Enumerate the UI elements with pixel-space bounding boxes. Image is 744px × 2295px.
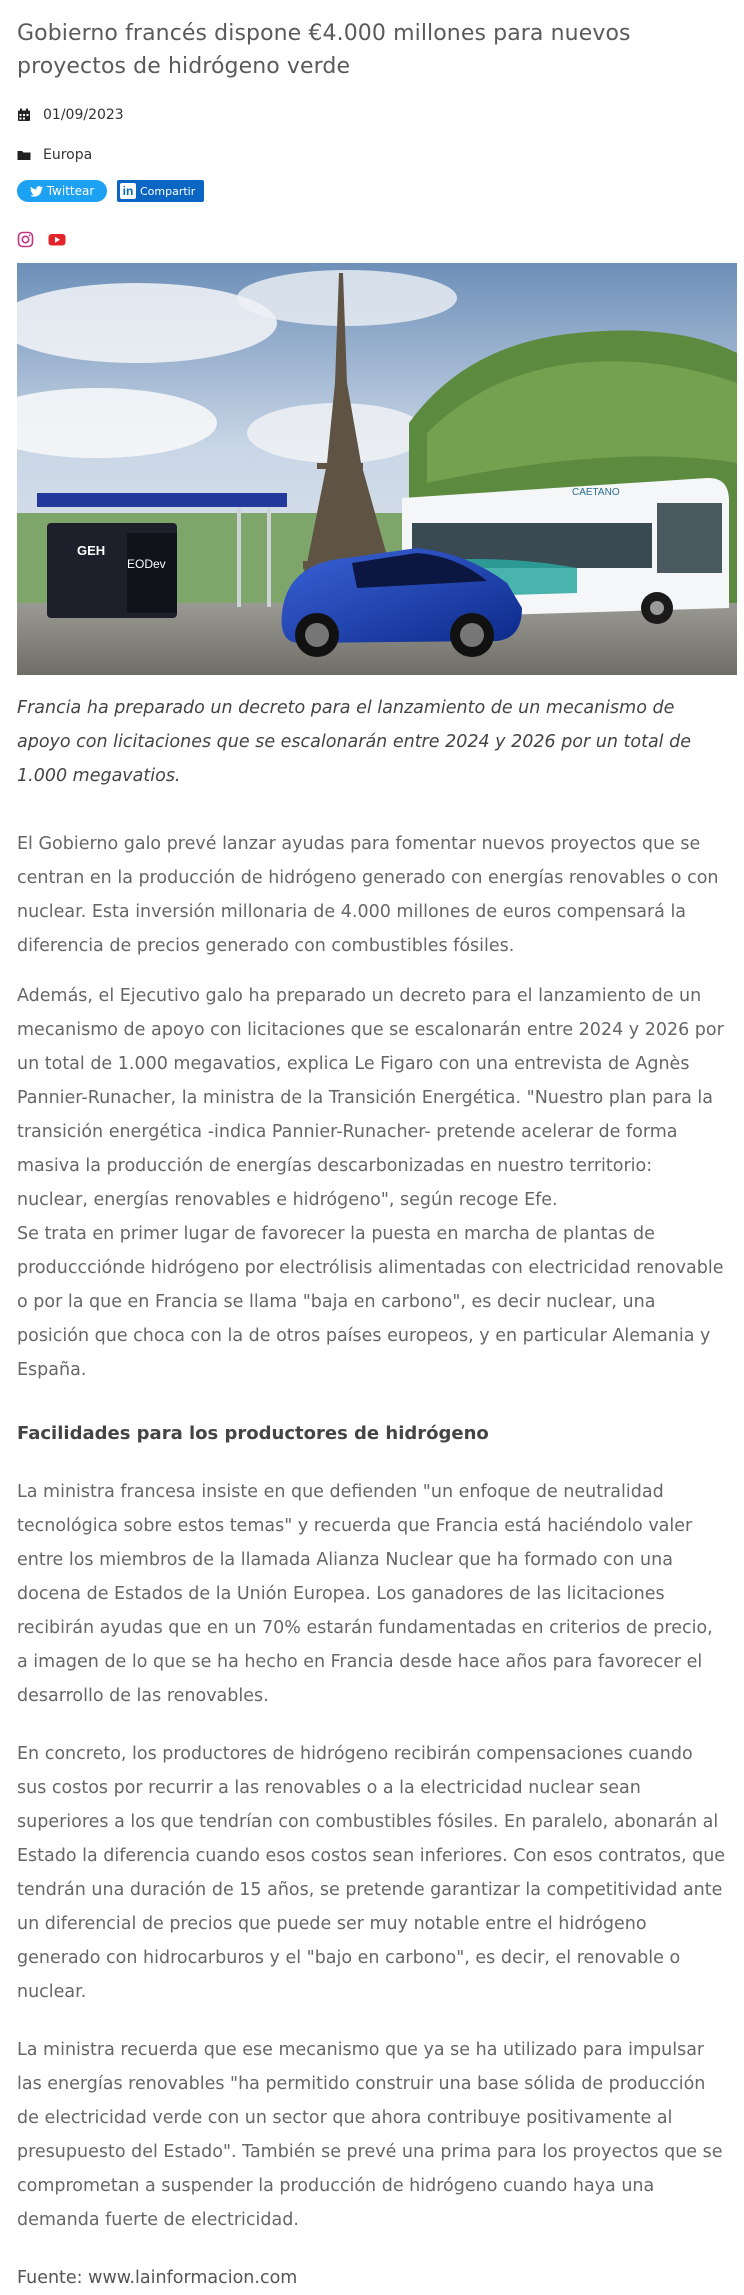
twitter-icon	[30, 186, 43, 197]
linkedin-label: Compartir	[140, 184, 196, 198]
linkedin-share-button[interactable]	[117, 180, 204, 202]
linkedin-icon: in	[120, 183, 136, 199]
article-hero-image	[17, 263, 737, 675]
date-text: 01/09/2023	[43, 107, 124, 123]
article-date	[17, 105, 727, 125]
share-buttons	[17, 179, 727, 203]
station-logo: GEH	[77, 543, 106, 558]
folder-icon	[17, 148, 31, 162]
source-credit: Fuente: www.lainformacion.com	[17, 2268, 298, 2288]
twitter-label: Twittear	[46, 184, 95, 198]
twitter-share-button[interactable]	[17, 180, 107, 202]
body-paragraph-3: Se trata en primer lugar de favorecer la puesta en marcha de plantas de produccciónde hidrógeno por electrólisis alimentadas con electricidad renovable o por la que en Francia se llama "baja en carbono", es decir nuclear, una posición que choca con la de otros países europeos, y en particular Alemania y España.	[17, 1224, 724, 1380]
body-paragraph-1: El Gobierno galo prevé lanzar ayudas para fomentar nuevos proyectos que se centran en la producción de hidrógeno generado con energías renovables o con nuclear. Esta inversión millonaria de 4.000 millones de euros compensará la diferencia de precios generado con combustibles fósiles.	[17, 834, 719, 956]
article-category	[17, 145, 727, 165]
body-paragraph-5: En concreto, los productores de hidrógeno recibirán compensaciones cuando sus costos por recurrir a las renovables o a la electricidad nuclear sean superiores a los que tendrían con combustibles fósiles. En paralelo, abonarán al Estado la diferencia cuando esos costos sean inferiores. Con esos contratos, que tendrán una duración de 15 años, se pretende garantizar la competitividad ante un diferencial de precios que puede ser muy notable entre el hidrógeno generado con hidrocarburos y el "bajo en carbono", es decir, el renovable o nuclear.	[17, 1744, 726, 2002]
body-paragraph-6: La ministra recuerda que ese mecanismo que ya se ha utilizado para impulsar las energías renovables "ha permitido construir una base sólida de producción de electricidad verde con un sector que ahora contribuye positivamente al presupuesto del Estado". También se prevé una prima para los proyectos que se comprometan a suspender la producción de hidrógeno cuando haya una demanda fuerte de electricidad.	[17, 2040, 723, 2230]
article-title: Gobierno francés dispone €4.000 millones para nuevos proyectos de hidrógeno verde	[17, 21, 631, 79]
social-links	[17, 229, 727, 249]
calendar-icon	[17, 108, 31, 122]
body-paragraph-2: Además, el Ejecutivo galo ha preparado un decreto para el lanzamiento de un mecanismo de apoyo con licitaciones que se escalonarán entre 2024 y 2026 por un total de 1.000 megavatios, explica Le Figaro con una entrevista de Agnès Pannier-Runacher, la ministra de la Transición Energética. "Nuestro plan para la transición energética -indica Pannier-Runacher- pretende acelerar de forma masiva la producción de energías descarbonizadas en nuestro territorio: nuclear, energías renovables e hidrógeno", según recoge Efe.	[17, 986, 724, 1210]
category-link[interactable]: Europa	[43, 147, 93, 163]
youtube-icon[interactable]	[48, 231, 65, 248]
image-caption: Francia ha preparado un decreto para el lanzamiento de un mecanismo de apoyo con licitaciones que se escalonarán entre 2024 y 2026 por un total de 1.000 megavatios.	[17, 698, 691, 786]
instagram-icon[interactable]	[17, 231, 34, 248]
section-heading: Facilidades para los productores de hidrógeno	[17, 1423, 489, 1444]
body-paragraph-4: La ministra francesa insiste en que defienden "un enfoque de neutralidad tecnológica sobre estos temas" y recuerda que Francia está haciéndolo valer entre los miembros de la llamada Alianza Nuclear que ha formado con una docena de Estados de la Unión Europea. Los ganadores de las licitaciones recibirán ayudas que en un 70% estarán fundamentadas en criterios de precio, a imagen de lo que se ha hecho en Francia desde hace años para favorecer el desarrollo de las renovables.	[17, 1482, 713, 1706]
station-brand: EODev	[127, 557, 166, 571]
bus-brand: CAETANO	[572, 487, 620, 498]
